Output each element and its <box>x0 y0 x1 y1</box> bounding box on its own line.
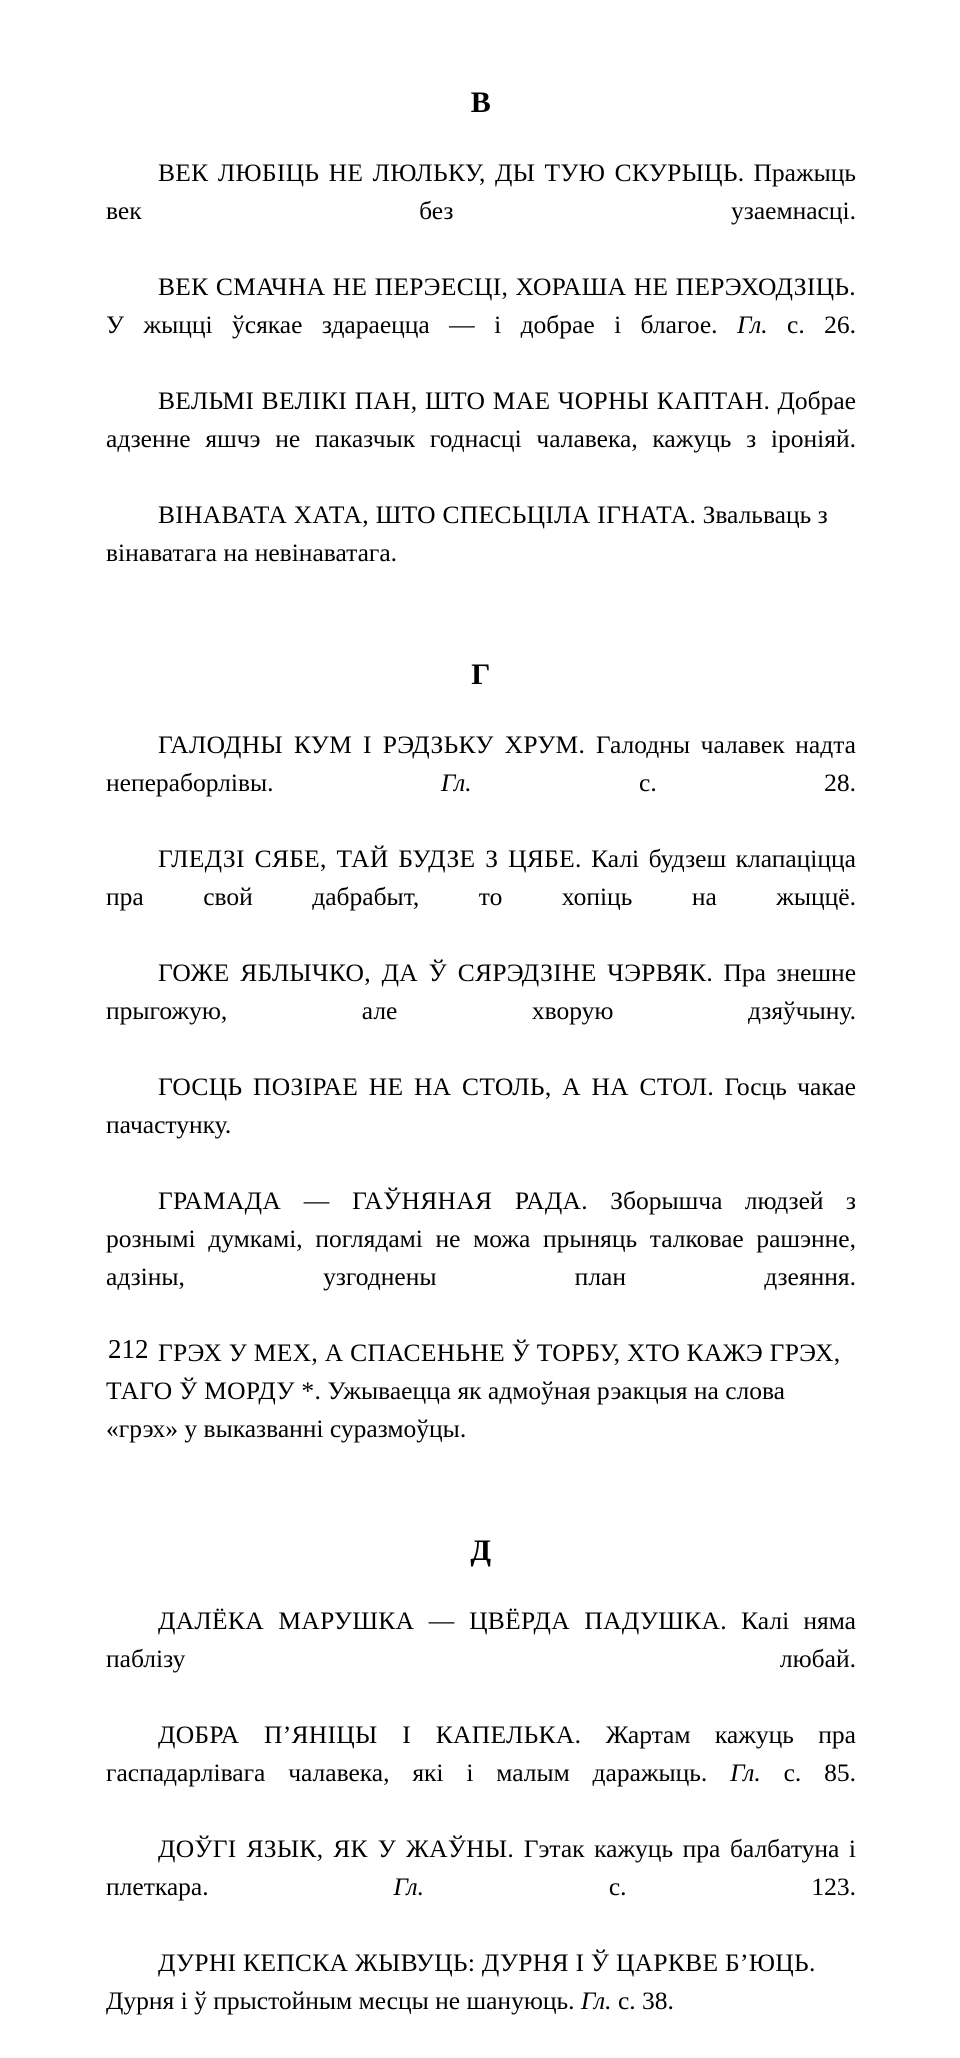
cross-reference-page: с. 123. <box>424 1872 856 1901</box>
cross-reference-label: Гл. <box>730 1758 761 1787</box>
proverb-headword: ГРАМАДА — ГАЎНЯНАЯ РАДА. <box>158 1186 588 1215</box>
proverb-headword: ВЕЛЬМІ ВЕЛІКІ ПАН, ШТО МАЕ ЧОРНЫ КАПТАН. <box>158 386 771 415</box>
proverb-headword: ВЕК СМАЧНА НЕ ПЕРЭЕСЦІ, ХОРАША НЕ ПЕРЭХОДЗІЦЬ. <box>158 272 856 301</box>
proverb-gloss: Ужываецца як адмоўная рэакцыя на слова «грэх» у выказванні суразмоўцы. <box>106 1376 786 1443</box>
proverb-entry <box>106 1830 856 1944</box>
proverb-headword: ГОСЦЬ ПОЗІРАЕ НЕ НА СТОЛЬ, А НА СТОЛ. <box>158 1072 715 1101</box>
proverb-entry <box>106 1602 856 1716</box>
cross-reference-label: Гл. <box>580 1986 612 2015</box>
proverb-gloss: Гэтак кажуць пра балбатуна і плеткара. <box>106 1834 856 1901</box>
proverb-entry <box>106 726 856 840</box>
section-heading-v: В <box>470 86 492 119</box>
proverb-entry <box>106 154 856 268</box>
proverb-gloss: Галодны чалавек надта непераборлівы. <box>106 730 856 797</box>
entry-list-v <box>106 154 856 610</box>
section-heading-g: Г <box>471 658 491 691</box>
cross-reference-page: с. 28. <box>471 768 856 797</box>
proverb-gloss: Калі няма паблізу любай. <box>106 1606 856 1673</box>
proverb-headword: ДАЛЁКА МАРУШКА — ЦВЁРДА ПАДУШКА. <box>158 1606 727 1635</box>
proverb-entry <box>106 1944 856 2058</box>
proverb-headword: ГЛЕДЗІ СЯБЕ, ТАЙ БУДЗЕ З ЦЯБЕ. <box>158 844 582 873</box>
proverb-headword: ГОЖЕ ЯБЛЫЧКО, ДА Ў СЯРЭДЗІНЕ ЧЭРВЯК. <box>158 958 714 987</box>
proverb-gloss: Жартам кажуць пра гаспадарлівага чалавека, які і малым даражыць. <box>106 1720 856 1787</box>
page-number: 212 <box>108 1334 149 1364</box>
page-content <box>106 88 856 2058</box>
proverb-entry <box>106 1334 856 1486</box>
proverb-headword: ВЕК ЛЮБІЦЬ НЕ ЛЮЛЬКУ, ДЫ ТУЮ СКУРЫЦЬ. <box>158 158 745 187</box>
proverb-gloss: Зборышча людзей з рознымі думкамі, поглядамі не можа прыняць талковае рашэнне, адзіны, узгоднены план дзеяння. <box>106 1186 856 1291</box>
cross-reference-label: Гл. <box>393 1872 425 1901</box>
entry-list-d <box>106 1602 856 2058</box>
proverb-gloss: Звальваць з вінаватага на невінаватага. <box>106 500 828 567</box>
proverb-gloss: Калі будзеш клапаціцца пра свой дабрабыт, то хопіць на жыццё. <box>106 844 856 911</box>
proverb-headword: ГАЛОДНЫ КУМ І РЭДЗЬКУ ХРУМ. <box>158 730 586 759</box>
proverb-gloss: Пра знешне прыгожую, але хворую дзяўчыну. <box>106 958 857 1025</box>
proverb-gloss: Госць чакае пачастунку. <box>106 1072 856 1139</box>
proverb-entry <box>106 268 856 382</box>
proverb-entry <box>106 496 856 610</box>
proverb-headword: ГРЭХ У МЕХ, А СПАСЕНЬНЕ Ў ТОРБУ, ХТО КАЖЭ ГРЭХ, ТАГО Ў МОРДУ *. <box>106 1338 841 1405</box>
proverb-entry <box>106 1182 856 1334</box>
cross-reference-page: с. 26. <box>767 310 856 339</box>
proverb-entry <box>106 1716 856 1830</box>
proverb-entry <box>106 954 856 1068</box>
proverb-entry <box>106 840 856 954</box>
cross-reference-page: с. 38. <box>611 1986 674 2015</box>
proverb-entry <box>106 1068 856 1182</box>
proverb-gloss: Добрае адзенне яшчэ не паказчык годнасці чалавека, кажуць з іроніяй. <box>106 386 856 453</box>
proverb-headword: ДУРНІ КЕПСКА ЖЫВУЦЬ: ДУРНЯ І Ў ЦАРКВЕ Б’ЮЦЬ. <box>158 1948 816 1977</box>
proverb-gloss: Дурня і ў прыстойным месцы не шануюць. <box>106 1986 581 2015</box>
section-heading-d: Д <box>470 1534 492 1567</box>
cross-reference-label: Гл. <box>440 768 472 797</box>
proverb-gloss: У жыцці ўсякае здараецца — і добрае і благое. <box>106 310 737 339</box>
cross-reference-page: с. 85. <box>760 1758 856 1787</box>
cross-reference-label: Гл. <box>736 310 768 339</box>
proverb-headword: ВІНАВАТА ХАТА, ШТО СПЕСЬЦІЛА ІГНАТА. <box>158 500 697 529</box>
entry-list-g <box>106 726 856 1486</box>
proverb-entry <box>106 382 856 496</box>
proverb-headword: ДОБРА П’ЯНІЦЫ І КАПЕЛЬКА. <box>158 1720 582 1749</box>
proverb-headword: ДОЎГІ ЯЗЫК, ЯК У ЖАЎНЫ. <box>158 1834 515 1863</box>
proverb-gloss: Пражыць век без узаемнасці. <box>106 158 856 225</box>
